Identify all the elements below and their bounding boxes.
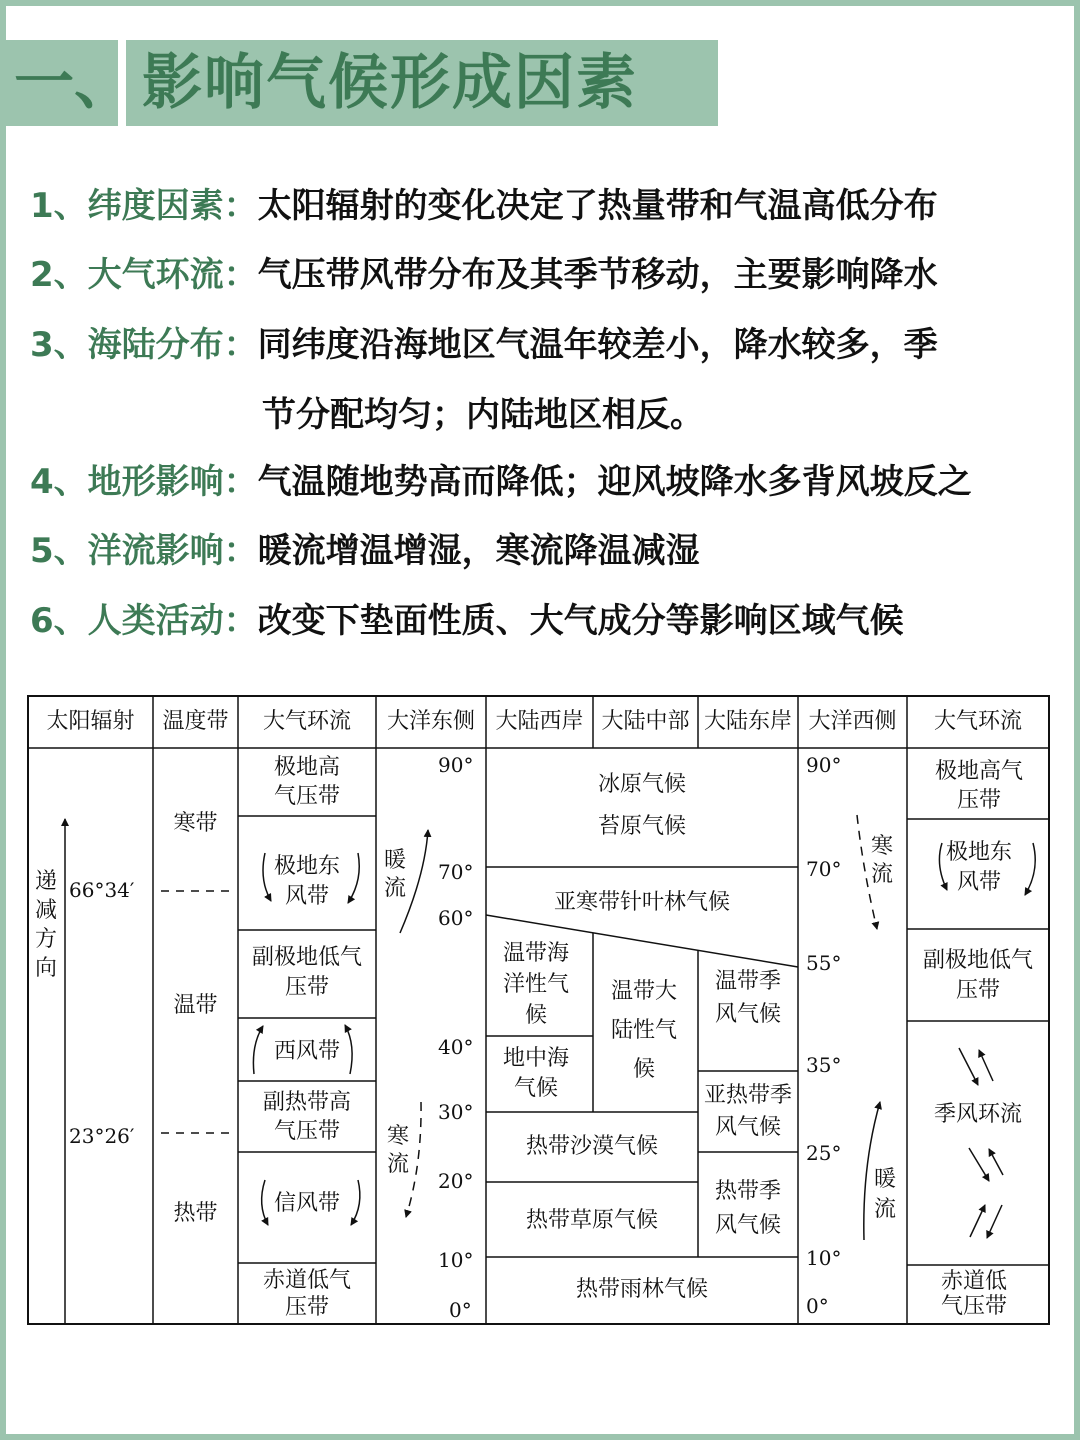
- equatorial-low-left: 赤道低气压带: [263, 1268, 352, 1320]
- east-deg-60: 60°: [438, 906, 474, 930]
- factor-label: 5、洋流影响：: [30, 531, 258, 571]
- west-deg-70: 70°: [806, 857, 842, 881]
- polar-high-left: 极地高气压带: [273, 755, 340, 809]
- factor-label: 2、大气环流：: [30, 255, 258, 295]
- climate-ice-cap: 冰原气候: [597, 772, 686, 797]
- factor-latitude: [30, 186, 938, 226]
- east-deg-40: 40°: [438, 1035, 474, 1059]
- polar-easterly-right: 极地东风带: [945, 840, 1012, 895]
- col-header-east-coast: 大陆东岸: [703, 709, 792, 734]
- climate-temperate-continental: 温带大陆性气候: [610, 979, 677, 1082]
- factor-text: 气压带风带分布及其季节移动，主要影响降水: [257, 255, 938, 295]
- polar-high-right: 极地高气压带: [935, 759, 1024, 813]
- west-ocean-cold-current: 寒流: [870, 834, 893, 887]
- climate-tropical-desert: 热带沙漠气候: [525, 1134, 658, 1159]
- climate-subarctic: 亚寒带针叶林气候: [553, 890, 730, 915]
- climate-subtropical-monsoon: 亚热带季风气候: [703, 1083, 792, 1140]
- climate-tropical-monsoon: 热带季风气候: [714, 1179, 781, 1238]
- climate-tundra: 苔原气候: [597, 814, 686, 839]
- west-deg-10: 10°: [806, 1246, 842, 1270]
- col-header-west-ocean: 大洋西侧: [808, 709, 897, 734]
- factor-label: 1、纬度因素：: [30, 186, 258, 226]
- west-deg-55: 55°: [806, 951, 842, 975]
- solar-decrease-label: 递减方向: [34, 869, 57, 981]
- factor-text: 太阳辐射的变化决定了热量带和气温高低分布: [257, 186, 938, 226]
- factor-human: [30, 601, 904, 641]
- zone-tropical: 热带: [173, 1201, 218, 1226]
- col-header-temp-zone: 温度带: [162, 709, 229, 734]
- climate-temperate-maritime: 温带海洋性气候: [502, 941, 569, 1028]
- col-header-circulation-right: 大气环流: [933, 709, 1022, 734]
- east-ocean-warm-current: 暖流: [383, 848, 406, 901]
- factor-ocean-current: [30, 531, 700, 571]
- trade-wind-left: 信风带: [273, 1191, 340, 1216]
- westerly-left: 西风带: [273, 1039, 340, 1064]
- polar-easterly-left: 极地东风带: [273, 854, 340, 909]
- east-deg-0: 0°: [449, 1298, 472, 1322]
- equatorial-low-right: 赤道低气压带: [940, 1269, 1007, 1319]
- factor-label: 6、人类活动：: [30, 601, 258, 641]
- subtropical-high-left: 副热带高气压带: [262, 1090, 351, 1144]
- lat-tropic: 23°26′: [69, 1124, 135, 1148]
- factor-land-sea: [30, 325, 938, 365]
- climate-tropical-rainforest: 热带雨林气候: [575, 1277, 708, 1302]
- factor-terrain: [30, 462, 972, 502]
- col-header-west-coast: 大陆西岸: [495, 709, 584, 734]
- factor-land-sea-continuation: 节分配均匀；内陆地区相反。: [262, 395, 704, 435]
- col-header-east-ocean: 大洋东侧: [386, 709, 475, 734]
- climate-mediterranean: 地中海气候: [502, 1046, 569, 1101]
- col-header-interior: 大陆中部: [601, 709, 690, 734]
- factor-text: 改变下垫面性质、大气成分等影响区域气候: [257, 601, 904, 641]
- subpolar-low-right: 副极地低气压带: [922, 948, 1033, 1003]
- section-number: 一、: [14, 48, 134, 118]
- factor-text: 气温随地势高而降低；迎风坡降水多背风坡反之: [257, 462, 972, 502]
- climate-tropical-savanna: 热带草原气候: [525, 1208, 658, 1233]
- east-deg-70: 70°: [438, 860, 474, 884]
- east-deg-30: 30°: [438, 1100, 474, 1124]
- west-deg-90: 90°: [806, 753, 842, 777]
- east-deg-10: 10°: [438, 1248, 474, 1272]
- factor-circulation: [30, 255, 938, 295]
- lat-arctic-circle: 66°34′: [69, 878, 135, 902]
- east-deg-20: 20°: [438, 1169, 474, 1193]
- west-deg-0: 0°: [806, 1294, 829, 1318]
- east-deg-90: 90°: [438, 753, 474, 777]
- west-ocean-warm-current: 暖流: [873, 1167, 896, 1222]
- factor-label: 3、海陆分布：: [30, 325, 258, 365]
- climate-temperate-monsoon: 温带季风气候: [715, 969, 782, 1027]
- section-title: 影响气候形成因素: [142, 48, 638, 118]
- east-ocean-cold-current: 寒流: [386, 1124, 409, 1177]
- col-header-circulation-left: 大气环流: [262, 709, 351, 734]
- monsoon-circulation: 季风环流: [933, 1102, 1022, 1127]
- factor-text: 暖流增温增湿，寒流降温减湿: [257, 531, 700, 571]
- zone-cold: 寒带: [173, 811, 218, 836]
- zone-temperate: 温带: [173, 993, 218, 1018]
- west-deg-35: 35°: [806, 1053, 842, 1077]
- factor-label: 4、地形影响：: [30, 462, 258, 502]
- west-deg-25: 25°: [806, 1141, 842, 1165]
- col-header-solar: 太阳辐射: [46, 709, 135, 734]
- subpolar-low-left: 副极地低气压带: [252, 945, 363, 1000]
- factor-text: 同纬度沿海地区气温年较差小，降水较多，季: [257, 325, 938, 365]
- climate-formation-diagram: [27, 695, 1051, 1327]
